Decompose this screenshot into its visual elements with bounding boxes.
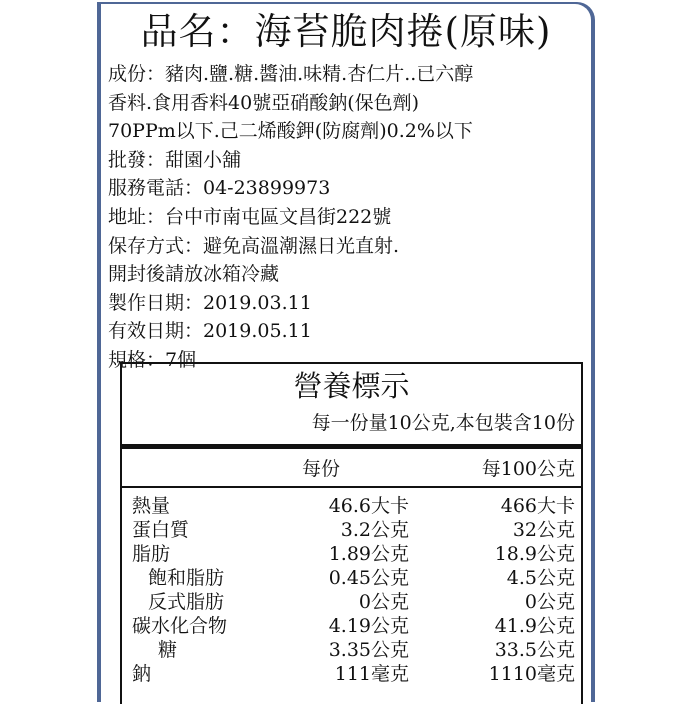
nutrition-title: 營養標示 bbox=[293, 369, 410, 403]
info-line: 服務電話：04-23899973 bbox=[108, 177, 331, 200]
per-serving-value: 3.2公克 bbox=[340, 519, 409, 541]
info-line: 保存方式：避免高溫潮濕日光直射. bbox=[108, 234, 400, 257]
nutrient-row bbox=[132, 542, 579, 566]
nutrient-name: 蛋白質 bbox=[132, 519, 190, 541]
divider bbox=[122, 486, 581, 488]
nutrient-name: 飽和脂肪 bbox=[148, 567, 225, 589]
nutrient-name: 鈉 bbox=[132, 663, 152, 685]
nutrient-name: 碳水化合物 bbox=[132, 615, 228, 637]
nutrient-row bbox=[132, 518, 579, 542]
nutrition-facts-table bbox=[120, 362, 583, 704]
info-line: 製作日期：2019.03.11 bbox=[108, 291, 312, 314]
nutrient-row bbox=[132, 566, 579, 590]
info-line: 規格：7個 bbox=[108, 348, 197, 371]
nutrient-rows bbox=[132, 494, 579, 686]
per-100g-value: 4.5公克 bbox=[506, 567, 575, 589]
per-serving-value: 0公克 bbox=[358, 591, 409, 613]
per-serving-value: 1.89公克 bbox=[328, 543, 409, 565]
info-line: 70PPm以下.己二烯酸鉀(防腐劑)0.2%以下 bbox=[108, 120, 473, 143]
nutrient-row bbox=[132, 614, 579, 638]
info-line: 有效日期：2019.05.11 bbox=[108, 320, 312, 343]
col-header-per-100g: 每100公克 bbox=[481, 458, 575, 480]
per-100g-value: 32公克 bbox=[512, 519, 575, 541]
per-100g-value: 466大卡 bbox=[500, 495, 575, 517]
product-label bbox=[101, 4, 591, 704]
per-100g-value: 41.9公克 bbox=[494, 615, 575, 637]
info-line: 開封後請放冰箱冷藏 bbox=[108, 263, 280, 286]
nutrient-name: 熱量 bbox=[132, 495, 171, 517]
nutrient-row bbox=[132, 662, 579, 686]
per-serving-value: 3.35公克 bbox=[328, 639, 409, 661]
per-serving-value: 111毫克 bbox=[334, 663, 409, 685]
nutrient-name: 糖 bbox=[158, 639, 178, 661]
per-serving-value: 0.45公克 bbox=[328, 567, 409, 589]
nutrient-row bbox=[132, 590, 579, 614]
serving-info: 每一份量10公克,本包裝含10份 bbox=[311, 412, 575, 434]
info-line: 香料.食用香料40號亞硝酸鈉(保色劑) bbox=[108, 91, 420, 114]
per-100g-value: 1110毫克 bbox=[488, 663, 575, 685]
per-100g-value: 33.5公克 bbox=[494, 639, 575, 661]
per-serving-value: 4.19公克 bbox=[328, 615, 409, 637]
info-line: 成份：豬肉.鹽.糖.醬油.味精.杏仁片..已六醇 bbox=[108, 63, 474, 85]
per-100g-value: 18.9公克 bbox=[494, 543, 575, 565]
per-serving-value: 46.6大卡 bbox=[328, 495, 409, 517]
info-line: 批發：甜園小舖 bbox=[108, 148, 242, 171]
divider bbox=[122, 444, 581, 449]
nutrient-name: 反式脂肪 bbox=[148, 591, 225, 613]
nutrient-name: 脂肪 bbox=[132, 543, 171, 565]
per-100g-value: 0公克 bbox=[524, 591, 575, 613]
nutrient-row bbox=[132, 494, 579, 518]
product-info bbox=[108, 60, 588, 375]
col-header-per-serving: 每份 bbox=[302, 458, 341, 480]
nutrient-row bbox=[132, 638, 579, 662]
info-line: 地址：台中市南屯區文昌街222號 bbox=[108, 205, 392, 228]
product-name: 品名：海苔脆肉捲(原味) bbox=[140, 10, 552, 53]
